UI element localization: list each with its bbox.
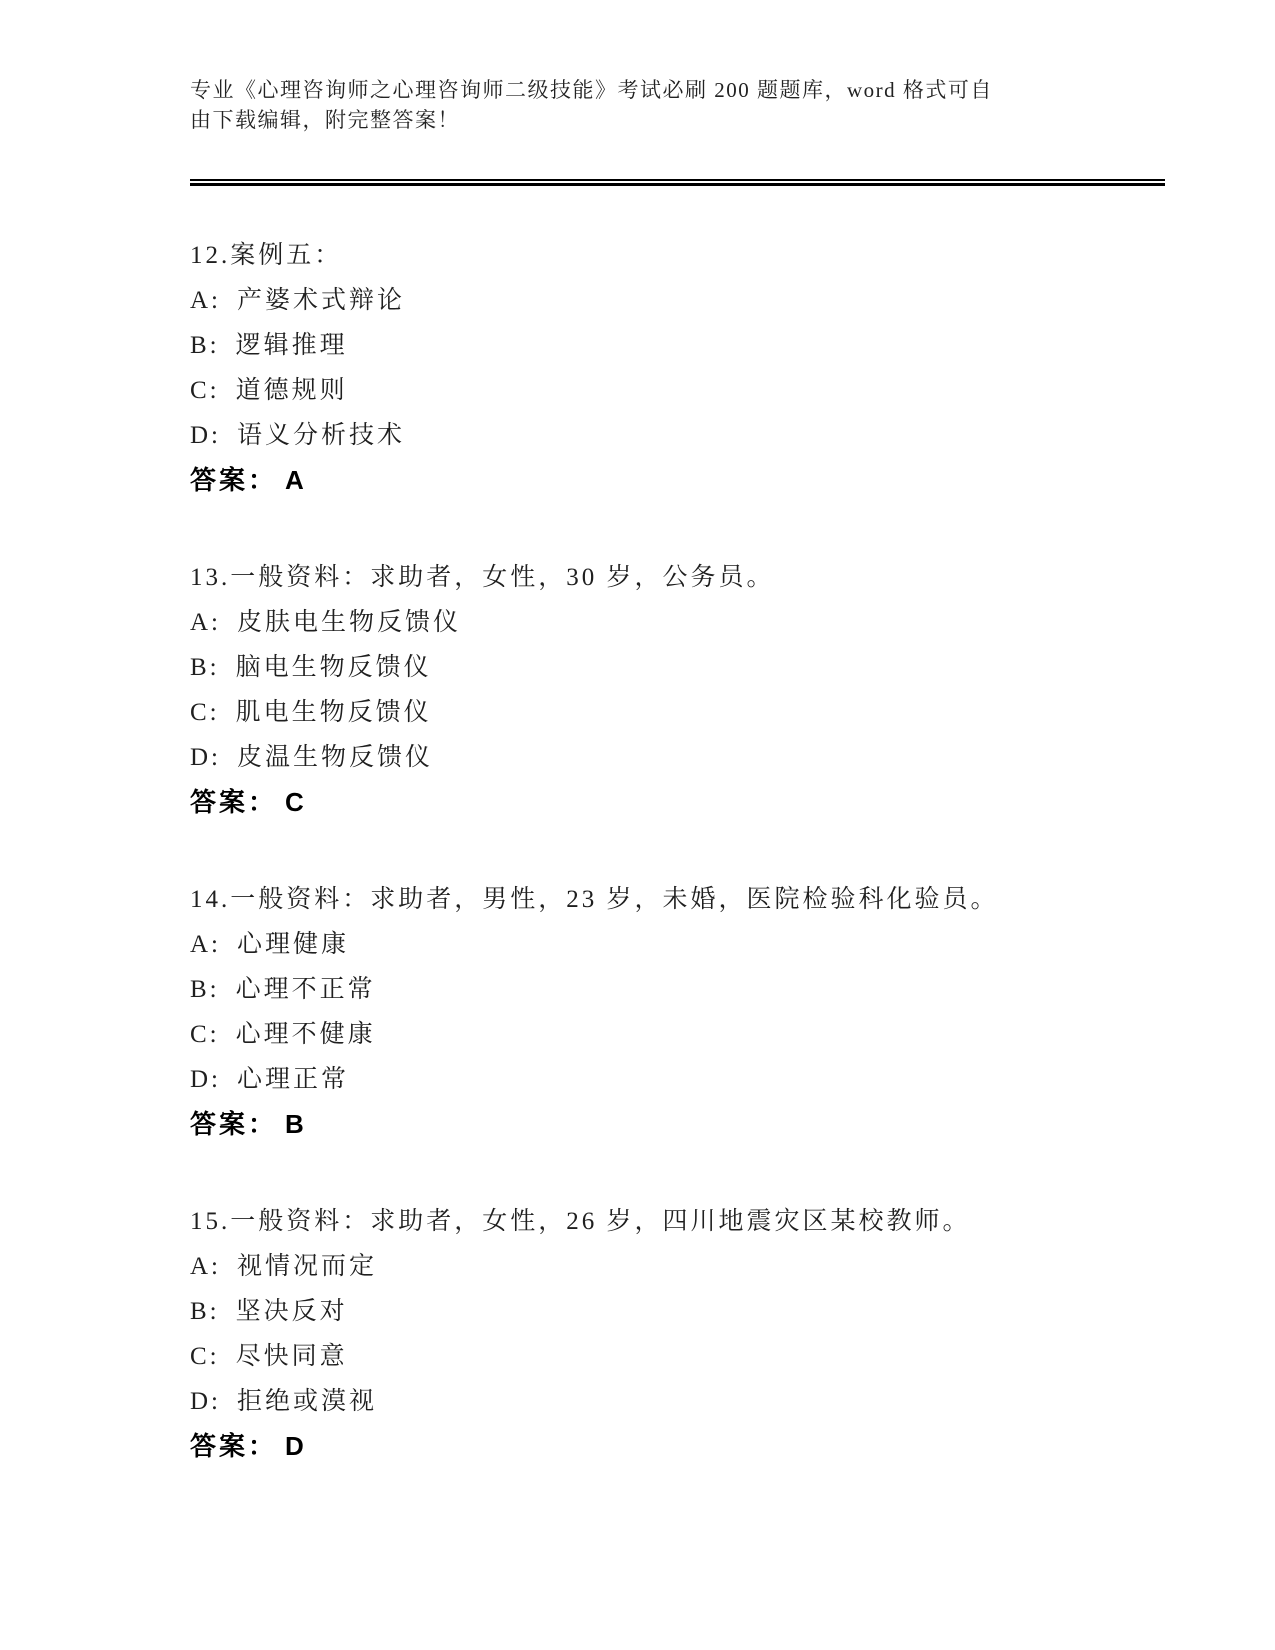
answer-label: 答案： [190,465,278,495]
question-title: 12.案例五： [190,242,343,269]
question-block [190,1199,1165,1469]
option-letter: C: [190,699,220,726]
option-row [190,1289,1165,1334]
option-row [190,735,1165,780]
option-letter: D: [190,1388,221,1415]
option-letter: B: [190,654,220,681]
option-row [190,413,1165,458]
answer-row [190,1102,1165,1147]
option-text: 尽快同意 [235,1343,348,1370]
option-letter: C: [190,1021,220,1048]
answer-label: 答案： [190,1109,278,1139]
option-row [190,690,1165,735]
answer-row [190,458,1165,503]
option-letter: B: [190,1298,220,1325]
option-text: 坚决反对 [235,1298,348,1325]
option-row [190,967,1165,1012]
answer-value: D [285,1431,307,1461]
option-text: 脑电生物反馈仪 [235,654,432,681]
question-block [190,877,1165,1147]
option-letter: B: [190,332,220,359]
option-letter: A: [190,1253,221,1280]
option-row [190,645,1165,690]
option-letter: A: [190,287,221,314]
answer-row [190,1424,1165,1469]
answer-row [190,780,1165,825]
page-content [190,75,1165,1521]
option-letter: C: [190,1343,220,1370]
option-text: 心理正常 [237,1066,350,1093]
option-text: 心理不健康 [235,1021,376,1048]
option-text: 视情况而定 [237,1253,378,1280]
option-text: 语义分析技术 [237,422,406,449]
option-text: 道德规则 [235,377,348,404]
answer-value: C [285,787,307,817]
option-letter: B: [190,976,220,1003]
option-letter: D: [190,422,221,449]
page-header [190,75,1165,186]
answer-label: 答案： [190,787,278,817]
answer-value: A [285,465,307,495]
option-letter: D: [190,1066,221,1093]
option-letter: D: [190,744,221,771]
option-row [190,1379,1165,1424]
option-text: 逻辑推理 [235,332,348,359]
question-title: 14.一般资料：求助者，男性，23 岁，未婚，医院检验科化验员。 [190,886,999,913]
option-text: 皮温生物反馈仪 [237,744,434,771]
option-letter: C: [190,377,220,404]
question-title: 13.一般资料：求助者，女性，30 岁，公务员。 [190,564,775,591]
option-row [190,1334,1165,1379]
question-block [190,555,1165,825]
option-letter: A: [190,931,221,958]
option-row [190,922,1165,967]
option-text: 心理健康 [237,931,350,958]
option-text: 肌电生物反馈仪 [235,699,432,726]
option-row [190,1057,1165,1102]
header-double-rule [190,179,1165,186]
question-title: 15.一般资料：求助者，女性，26 岁，四川地震灾区某校教师。 [190,1208,971,1235]
option-row [190,600,1165,645]
option-row [190,1244,1165,1289]
option-text: 皮肤电生物反馈仪 [237,609,462,636]
header-title-line: 由下载编辑，附完整答案！ [190,108,460,132]
answer-value: B [285,1109,307,1139]
option-row [190,368,1165,413]
header-title-line: 专业《心理咨询师之心理咨询师二级技能》考试必刷 200 题题库，word 格式可自 [190,78,993,102]
option-letter: A: [190,609,221,636]
option-row [190,1012,1165,1057]
option-text: 产婆术式辩论 [237,287,406,314]
option-row [190,323,1165,368]
question-block [190,233,1165,503]
questions-section [190,233,1165,1469]
option-row [190,278,1165,323]
answer-label: 答案： [190,1431,278,1461]
option-text: 心理不正常 [235,976,376,1003]
option-text: 拒绝或漠视 [237,1388,378,1415]
